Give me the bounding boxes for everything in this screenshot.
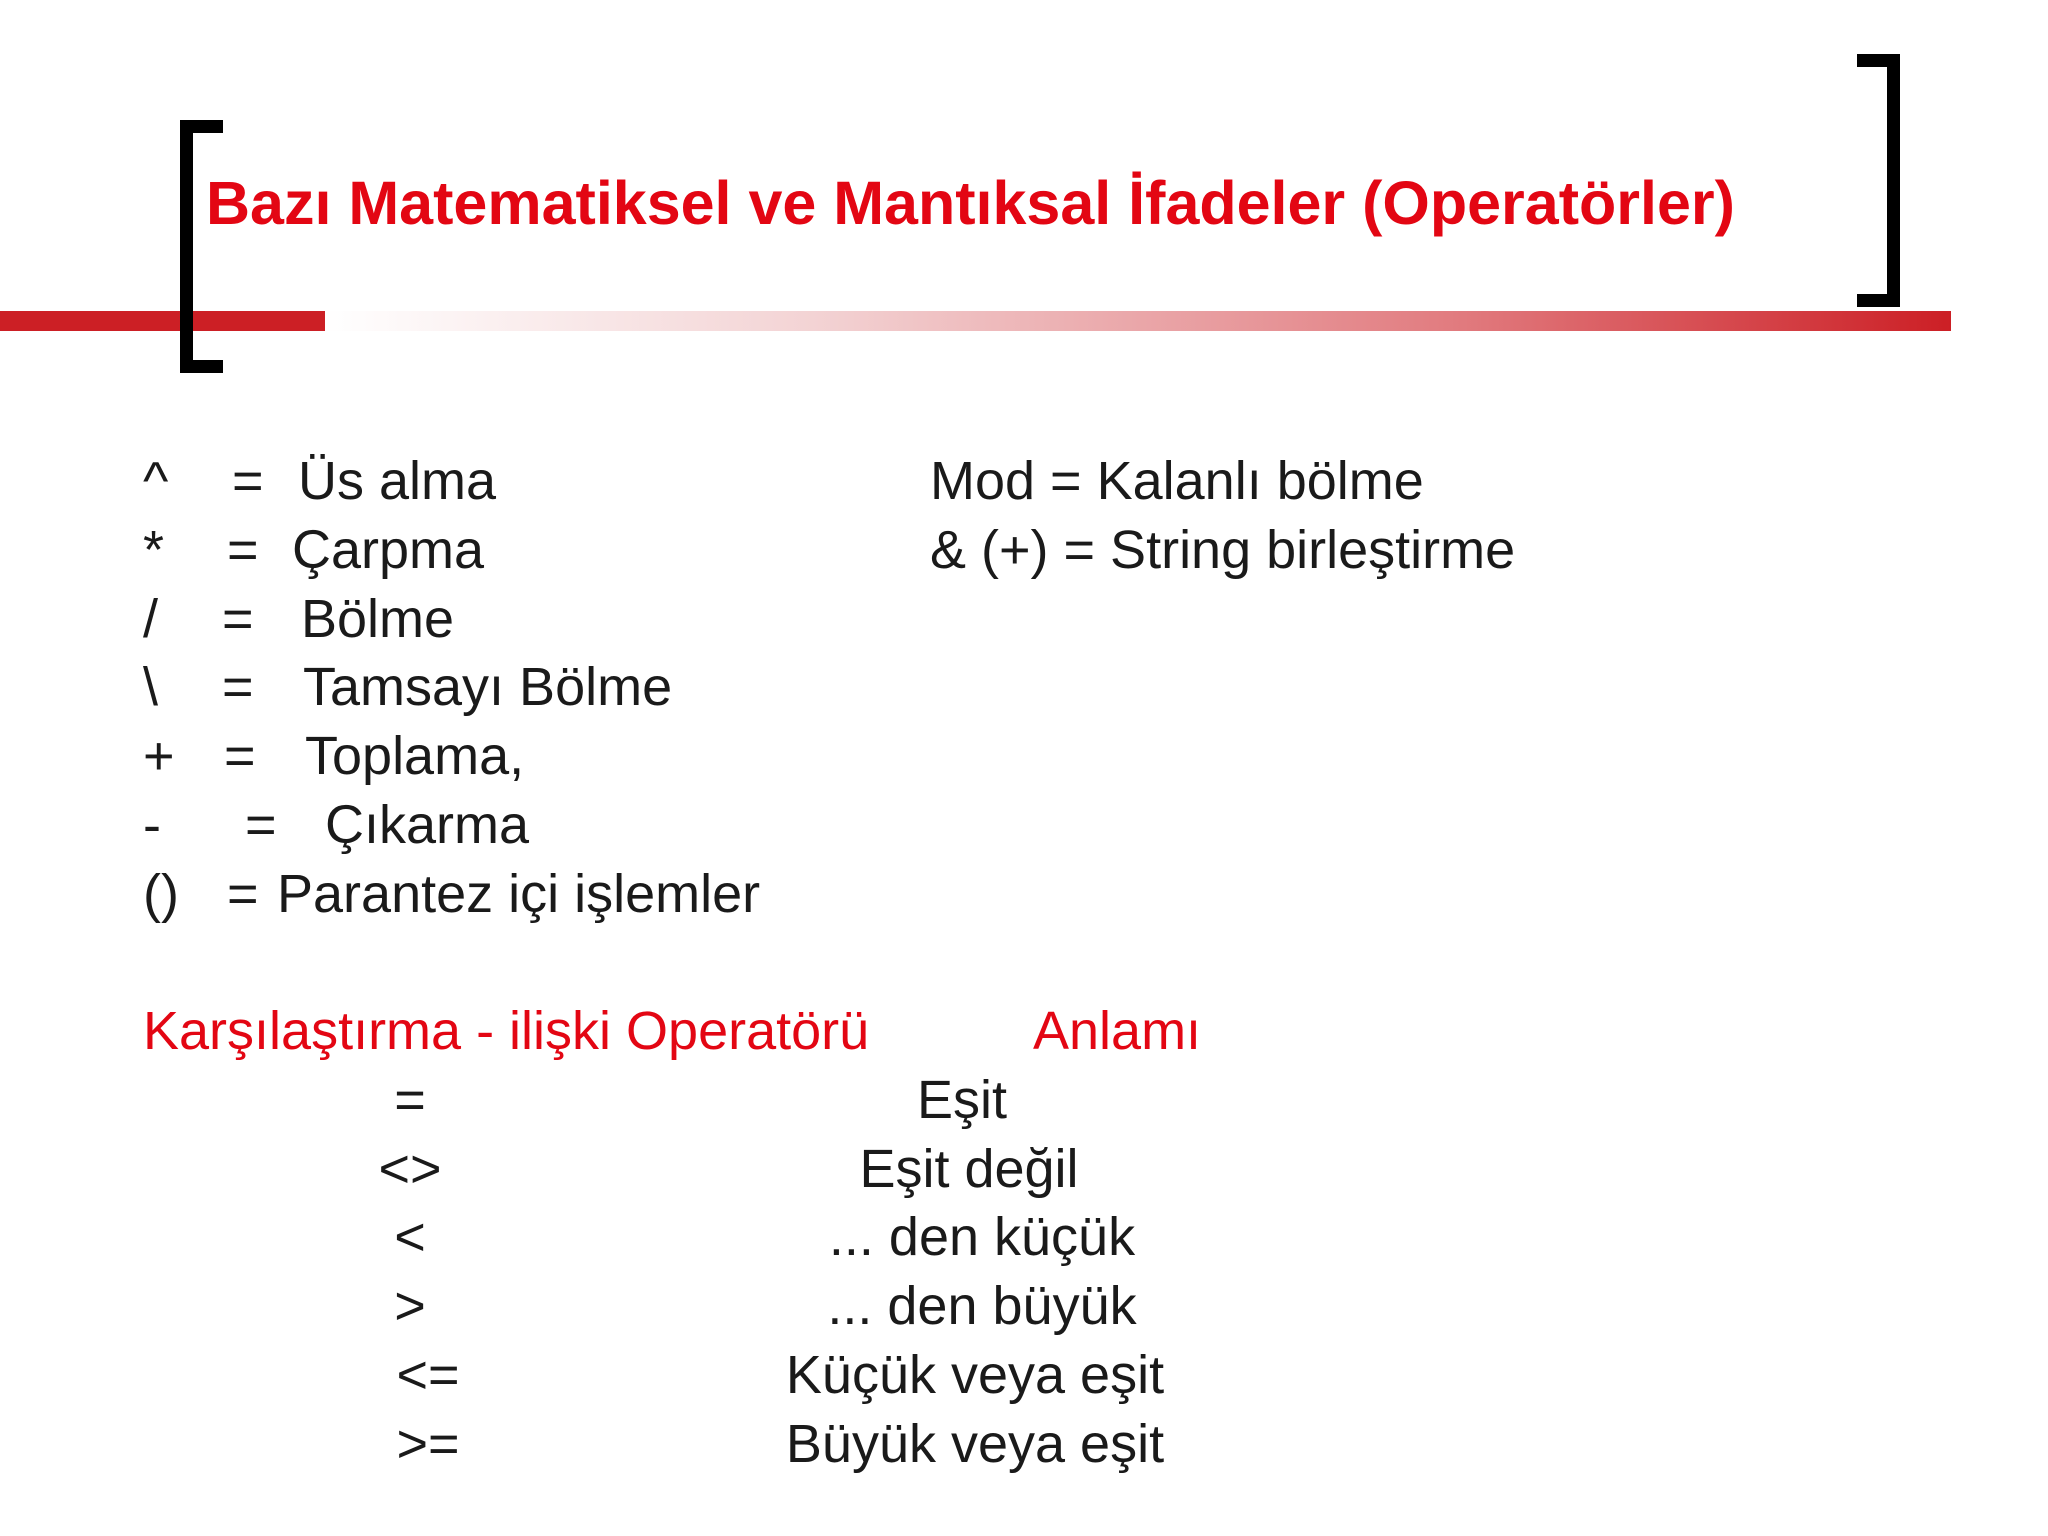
operator-equals: = — [227, 520, 259, 580]
operator-row — [0, 450, 900, 516]
header-gradient-bar — [325, 311, 1951, 331]
operator-meaning: Bölme — [301, 589, 455, 649]
operator-row — [0, 519, 900, 585]
operator-meaning: Parantez içi işlemler — [277, 864, 761, 924]
comparison-header-meaning: Anlamı — [1033, 1001, 1202, 1061]
comparison-meaning: ... den büyük — [827, 1276, 1137, 1336]
comparison-symbol: <> — [378, 1139, 442, 1199]
operator-symbol: \ — [143, 657, 159, 717]
header-accent-bar — [0, 311, 325, 331]
operator-equals: = — [222, 657, 254, 717]
comparison-meaning: Eşit — [916, 1070, 1008, 1130]
operator-row — [0, 863, 900, 929]
comparison-meaning: Eşit değil — [859, 1139, 1079, 1199]
operator-symbol: / — [143, 589, 159, 649]
slide-title: Bazı Matematiksel ve Mantıksal İfadeler (Operatörler) — [206, 169, 1735, 237]
comparison-row — [0, 1275, 2048, 1341]
operator-symbol: - — [143, 795, 161, 855]
operator-symbol: ^ — [143, 451, 169, 511]
operator-meaning: Üs alma — [298, 451, 497, 511]
operator-row — [0, 794, 900, 860]
operator-meaning: Tamsayı Bölme — [303, 657, 673, 717]
comparison-symbol: <= — [396, 1345, 460, 1405]
operator-row — [0, 656, 900, 722]
operator-meaning: Çıkarma — [325, 795, 530, 855]
comparison-header-operator: Karşılaştırma - ilişki Operatörü — [143, 1001, 870, 1061]
comparison-symbol: = — [394, 1070, 426, 1130]
mod-operator-line: Mod = Kalanlı bölme — [930, 451, 1424, 511]
comparison-symbol: >= — [396, 1414, 460, 1474]
operator-equals: = — [232, 451, 264, 511]
operator-symbol: + — [143, 726, 175, 786]
comparison-symbol: < — [394, 1207, 426, 1267]
comparison-symbol: > — [394, 1276, 426, 1336]
operator-symbol: () — [143, 864, 179, 924]
operator-row — [0, 588, 900, 654]
left-bracket-decoration — [180, 120, 223, 373]
operator-equals: = — [224, 726, 256, 786]
operator-meaning: Çarpma — [292, 520, 485, 580]
comparison-meaning: Büyük veya eşit — [785, 1414, 1165, 1474]
operator-equals: = — [227, 864, 259, 924]
comparison-row — [0, 1413, 2048, 1479]
operator-symbol: * — [143, 520, 165, 580]
comparison-row — [0, 1138, 2048, 1204]
concat-operator-line: & (+) = String birleştirme — [930, 520, 1516, 580]
comparison-row — [0, 1069, 2048, 1135]
comparison-row — [0, 1344, 2048, 1410]
comparison-row — [0, 1206, 2048, 1272]
operator-row — [0, 725, 900, 791]
comparison-meaning: ... den küçük — [828, 1207, 1136, 1267]
operator-equals: = — [245, 795, 277, 855]
operator-equals: = — [222, 589, 254, 649]
operator-meaning: Toplama, — [305, 726, 525, 786]
comparison-meaning: Küçük veya eşit — [785, 1345, 1165, 1405]
